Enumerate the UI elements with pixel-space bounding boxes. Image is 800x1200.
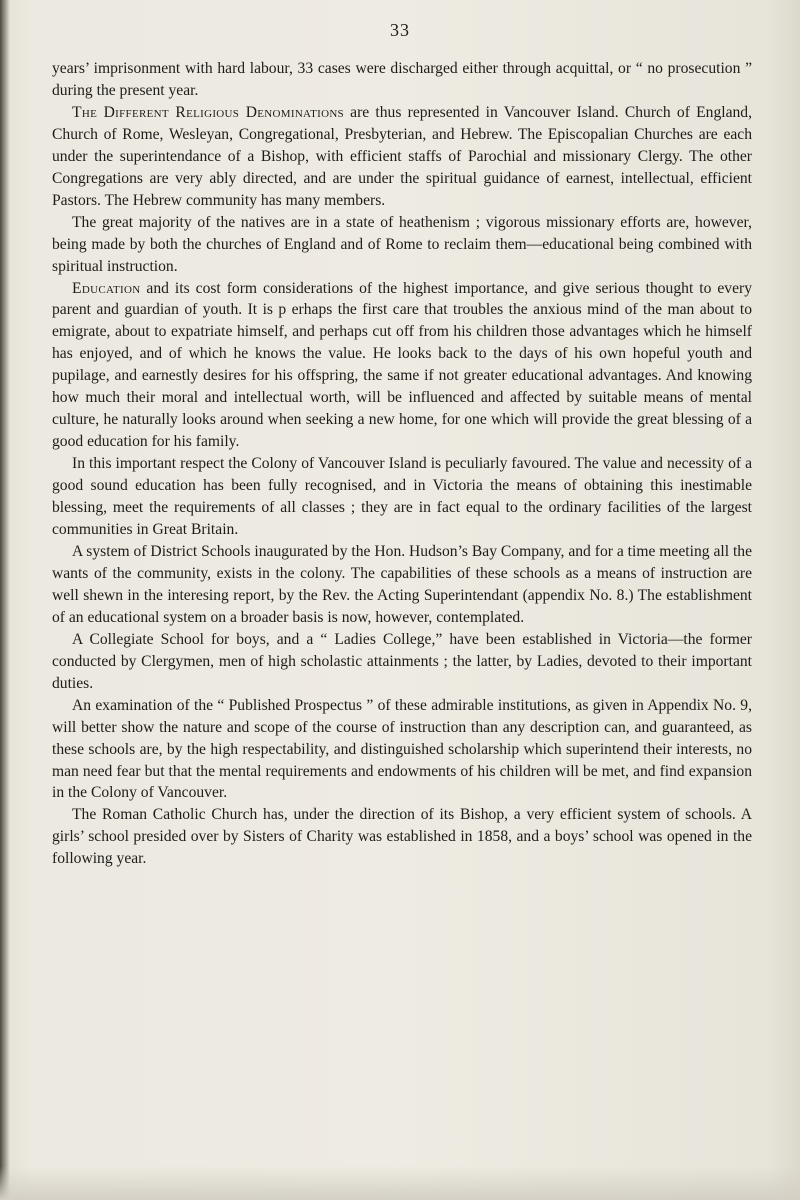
paragraph-collegiate-school	[52, 629, 752, 695]
paragraph-text: A system of District Schools inaugurated by the Hon. Hudson’s Bay Company, and for a time meeting all the wants of the community, exists in the colony. The capabilities of these schools as a means of instruction are well shewn in the interesing report, by the Rev. the Acting Superintendant (appendix No. 8.) The establishment of an educational system on a broader basis is now, however, contemplated.	[52, 542, 752, 626]
paragraph-education	[52, 278, 752, 454]
paragraph-natives	[52, 212, 752, 278]
paragraph-text: An examination of the “ Published Prospectus ” of these admirable institutions, as given in Appendix No. 9, will better show the nature and scope of the course of instruction than any description can, and guaranteed, as these schools are, by the high respectability, and distinguished scholarship which superintend their interests, no man need fear but that the mental requirements and endowments of his children will be met, and find expansion in the Colony of Vancouver.	[52, 696, 752, 802]
paragraph-district-schools	[52, 541, 752, 629]
paragraph-text: are thus represented in Vancouver Island. Church of England, Church of Rome, Wesleyan, Congregational, Presbyterian, and Hebrew. The Episcopalian Churches are each under the superintendance of a Bishop, with efficient staffs of Parochial and missionary Clergy. The other Congregations are very ably directed, and are under the spiritual guidance of earnest, intellectual, efficient Pastors. The Hebrew community has many members.	[52, 103, 752, 209]
body-text	[52, 58, 752, 870]
page-number: 33	[390, 20, 410, 40]
paragraph-continuation	[52, 58, 752, 102]
binding-shadow	[0, 0, 10, 1200]
paragraph-colony-favoured	[52, 453, 752, 541]
paragraph-catholic-schools	[52, 804, 752, 870]
bottom-edge	[0, 1166, 800, 1200]
paragraph-text: years’ imprisonment with hard labour, 33 cases were discharged either through acquittal, or “ no prosecution ” during the present year.	[52, 60, 752, 99]
paragraph-lead: The Different Religious Denominations	[72, 103, 344, 121]
paragraph-lead: Education	[72, 279, 141, 297]
paragraph-religious-denominations	[52, 102, 752, 212]
paragraph-text: and its cost form considerations of the highest importance, and give serious thought to every parent and guardian of youth. It is p erhaps the first care that troubles the anxious mind of the man about to emigrate, about to expatriate himself, and perhaps cut off from his children those advantages which he himself has enjoyed, and of which he knows the value. He looks back to the days of his own hopeful youth and pupilage, and earnestly desires for his offspring, the same if not greater educational advantages. And knowing how much their moral and intellectual worth, will be influenced and affected by suitable means of mental culture, he naturally looks around when seeking a new home, for one which will provide the great blessing of a good education for his family.	[52, 279, 752, 451]
paragraph-prospectus	[52, 695, 752, 805]
paragraph-text: In this important respect the Colony of Vancouver Island is peculiarly favoured. The value and necessity of a good sound education has been fully recognised, and in Victoria the means of obtaining this inestimable blessing, meet the requirements of all classes ; they are in fact equal to the ordinary facilities of the largest communities in Great Britain.	[52, 455, 752, 539]
paragraph-text: The great majority of the natives are in a state of heathenism ; vigorous missionary efforts are, however, being made by both the churches of England and of Rome to reclaim them—educational being combined with spiritual instruction.	[52, 213, 752, 275]
paragraph-text: The Roman Catholic Church has, under the direction of its Bishop, a very efficient system of schools. A girls’ school presided over by Sisters of Charity was established in 1858, and a boys’ school was opened in the following year.	[52, 806, 752, 868]
paragraph-text: A Collegiate School for boys, and a “ Ladies College,” have been established in Victoria—the former conducted by Clergymen, men of high scholastic attainments ; the latter, by Ladies, devoted to their important duties.	[52, 630, 752, 692]
